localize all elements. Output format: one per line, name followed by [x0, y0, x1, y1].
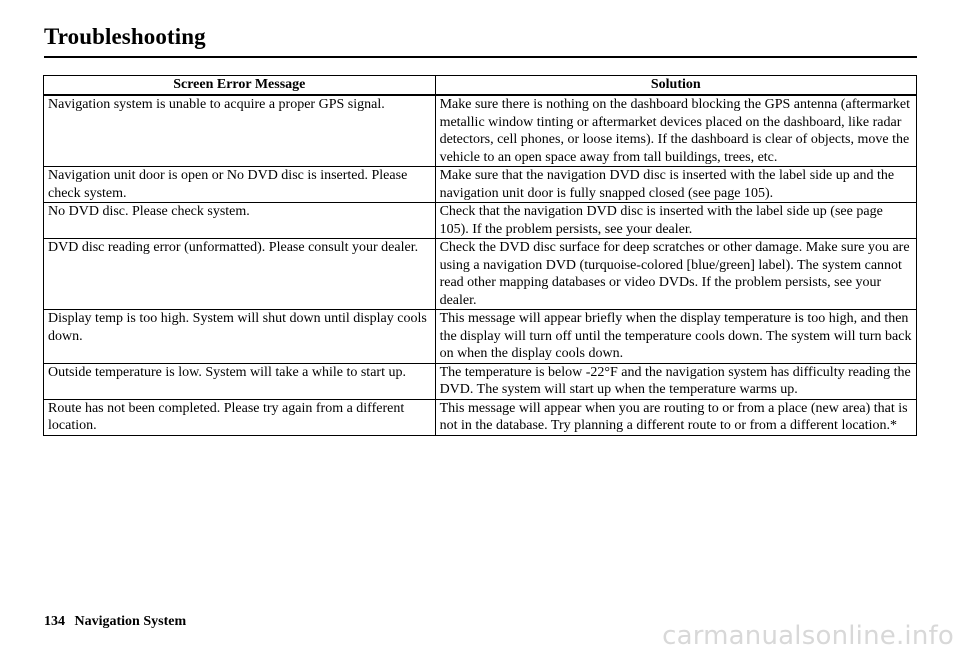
watermark: carmanualsonline.info: [662, 621, 954, 651]
page-footer: [44, 614, 186, 630]
solution-cell: Check that the navigation DVD disc is inserted with the label side up (see page 105). If the problem persists, see your dealer.: [435, 203, 916, 239]
solution-cell: Make sure that the navigation DVD disc is inserted with the label side up and the navigation unit door is fully snapped closed (see page 105).: [435, 167, 916, 203]
error-message-cell: Route has not been completed. Please try again from a different location.: [44, 399, 436, 435]
table-row: [44, 203, 917, 239]
error-message-cell: Outside temperature is low. System will take a while to start up.: [44, 363, 436, 399]
page-title: Troubleshooting: [44, 24, 206, 49]
column-header-solution: Solution: [435, 76, 916, 96]
table-header-row: [44, 76, 917, 96]
title-divider: [44, 56, 917, 58]
solution-cell: Make sure there is nothing on the dashboard blocking the GPS antenna (aftermarket metallic window tinting or aftermarket devices placed on the dashboard, like radar detectors, cell phones, or loose items). If the dashboard is clear of objects, move the vehicle to an open space away from tall buildings, trees, etc.: [435, 95, 916, 167]
table-row: [44, 363, 917, 399]
footer-section-label: Navigation System: [74, 614, 187, 629]
solution-cell: Check the DVD disc surface for deep scratches or other damage. Make sure you are using a navigation DVD (turquoise-colored [blue/green] label). The system cannot read other mapping databases or video DVDs. If the problem persists, see your dealer.: [435, 239, 916, 310]
table-row: [44, 239, 917, 310]
solution-cell: This message will appear briefly when the display temperature is too high, and then the display will turn off until the temperature cools down. The system will turn back on when the display cools down.: [435, 310, 916, 364]
error-message-cell: Display temp is too high. System will shut down until display cools down.: [44, 310, 436, 364]
solution-cell: The temperature is below -22°F and the navigation system has difficulty reading the DVD. The system will start up when the temperature warms up.: [435, 363, 916, 399]
table-row: [44, 399, 917, 435]
solution-cell: This message will appear when you are routing to or from a place (new area) that is not in the database. Try planning a different route to or from a different location.*: [435, 399, 916, 435]
page-number: 134: [44, 614, 65, 629]
error-message-cell: DVD disc reading error (unformatted). Please consult your dealer.: [44, 239, 436, 310]
column-header-message: Screen Error Message: [44, 76, 436, 96]
table-row: [44, 310, 917, 364]
error-message-cell: No DVD disc. Please check system.: [44, 203, 436, 239]
error-message-cell: Navigation unit door is open or No DVD disc is inserted. Please check system.: [44, 167, 436, 203]
error-message-cell: Navigation system is unable to acquire a proper GPS signal.: [44, 95, 436, 167]
table-row: [44, 167, 917, 203]
table-row: [44, 95, 917, 167]
troubleshooting-table: [43, 75, 917, 436]
